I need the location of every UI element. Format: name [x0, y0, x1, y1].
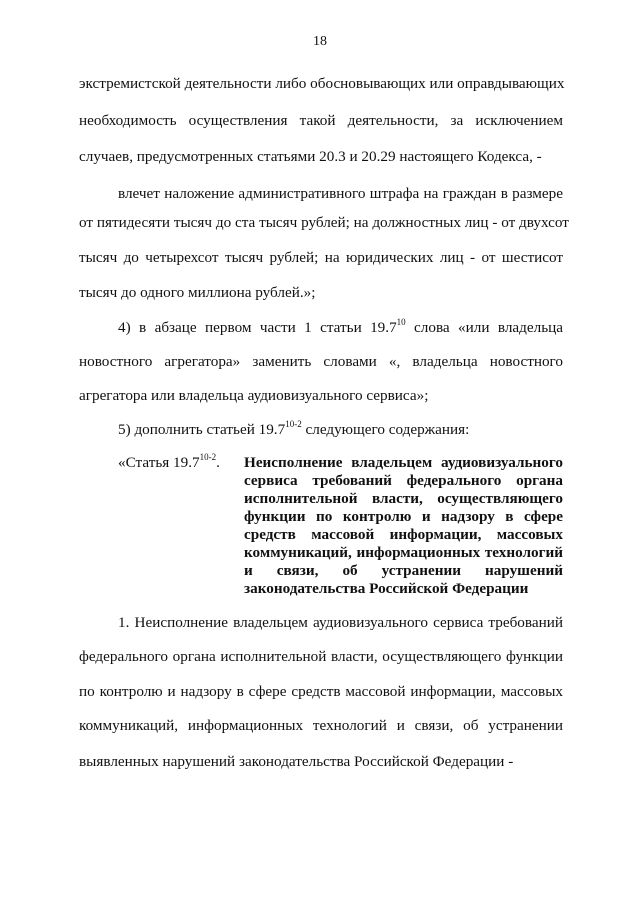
text-line: агрегатора или владельца аудиовизуального сервиса»;	[79, 387, 429, 404]
text-line: по контролю и надзору в сфере средств массовой информации, массовых	[79, 683, 563, 700]
superscript: 10-2	[199, 451, 217, 462]
item-4-text: слова «или владельца	[405, 319, 563, 336]
superscript: 10	[396, 316, 406, 327]
text-line: случаев, предусмотренных статьями 20.3 и 20.29 настоящего Кодекса, -	[79, 148, 542, 165]
item-4-line	[118, 318, 563, 338]
text-line: выявленных нарушений законодательства Российской Федерации -	[79, 753, 514, 770]
item-4-text: 4) в абзаце первом части 1 статьи 19.7	[118, 319, 397, 336]
article-title-line: исполнительной власти, осуществляющего	[244, 490, 563, 507]
article-title-line: средств массовой информации, массовых	[244, 526, 563, 543]
text-line: федерального органа исполнительной власти, осуществляющего функции	[79, 648, 563, 665]
text-line: влечет наложение административного штрафа на граждан в размере	[118, 185, 563, 202]
article-title-line: функции по контролю и надзору в сфере	[244, 508, 563, 525]
article-title-line: Неисполнение владельцем аудиовизуального	[244, 454, 563, 471]
text-line: тысяч до четырехсот тысяч рублей; на юридических лиц - от шестисот	[79, 249, 563, 266]
text-line: экстремистской деятельности либо обосновывающих или оправдывающих	[79, 75, 565, 92]
item-5-line	[118, 420, 469, 440]
article-label-text: .	[216, 454, 220, 471]
article-title-line: законодательства Российской Федерации	[244, 580, 529, 597]
text-line: необходимость осуществления такой деятельности, за исключением	[79, 112, 563, 129]
text-line: новостного агрегатора» заменить словами «, владельца новостного	[79, 353, 563, 370]
item-5-text: следующего содержания:	[301, 421, 470, 438]
article-title-line: и связи, об устранении нарушений	[244, 562, 563, 579]
article-title-line: коммуникаций, информационных технологий	[244, 544, 563, 561]
text-line: от пятидесяти тысяч до ста тысяч рублей; на должностных лиц - от двухсот	[79, 214, 569, 231]
text-line: тысяч до одного миллиона рублей.»;	[79, 284, 316, 301]
article-title-line: сервиса требований федерального органа	[244, 472, 563, 489]
superscript: 10-2	[285, 418, 302, 429]
text-line: коммуникаций, информационных технологий и связи, об устранении	[79, 717, 563, 734]
page-number: 18	[313, 34, 327, 49]
article-label	[118, 453, 220, 473]
item-5-text: 5) дополнить статьей 19.7	[118, 421, 286, 438]
article-label-text: «Статья 19.7	[118, 454, 200, 471]
text-line: 1. Неисполнение владельцем аудиовизуального сервиса требований	[118, 614, 563, 631]
